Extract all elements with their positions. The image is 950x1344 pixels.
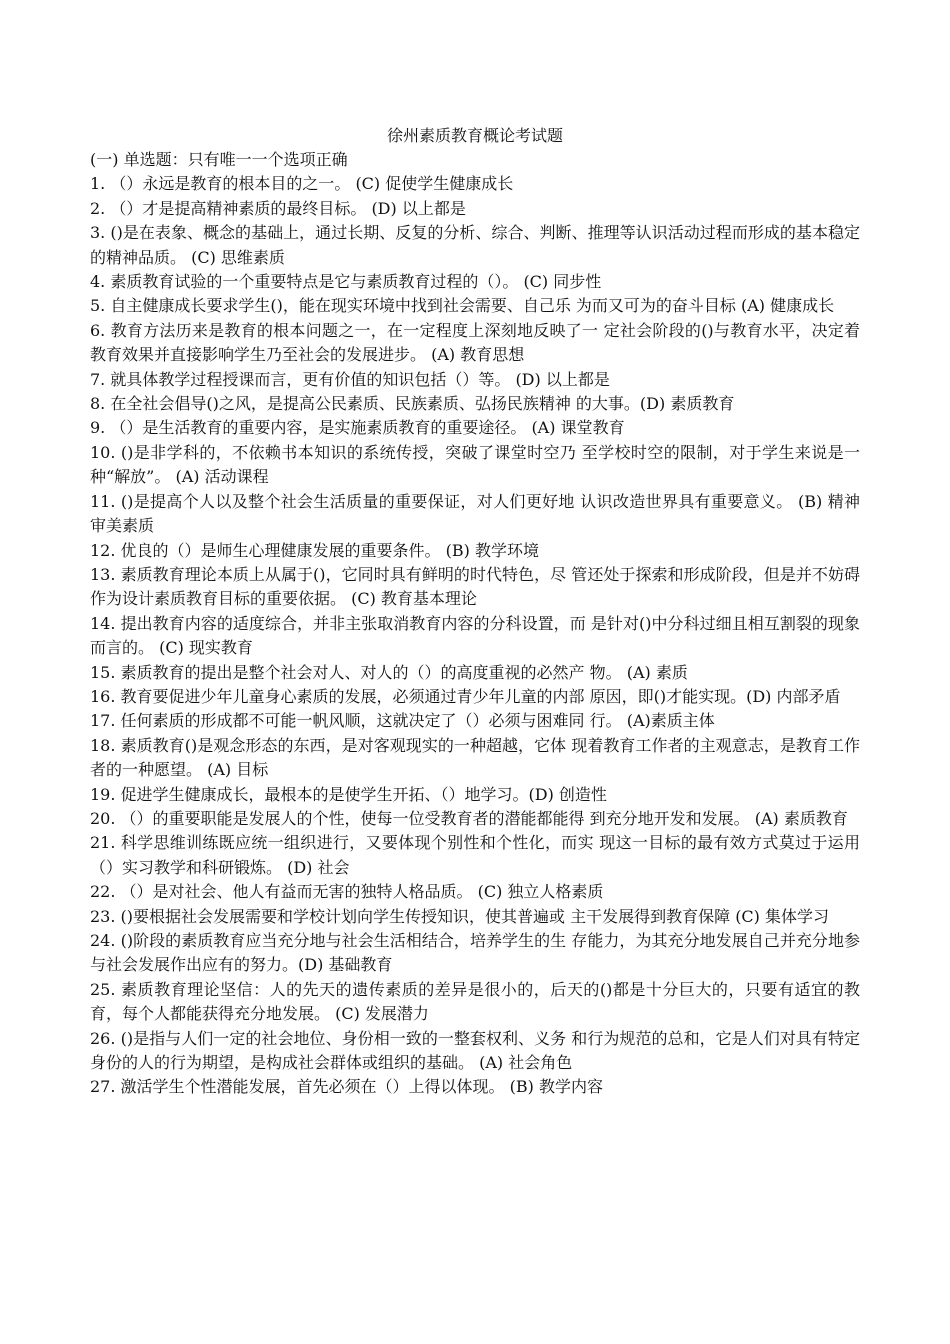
question-item: 6. 教育方法历来是教育的根本问题之一，在一定程度上深刻地反映了一 定社会阶段的()与教育水平，决定着教育效果并直接影响学生乃至社会的发展进步。 (A) 教育思想 bbox=[90, 320, 860, 365]
question-item: 12. 优良的（）是师生心理健康发展的重要条件。 (B) 教学环境 bbox=[90, 540, 539, 560]
question-item: 8. 在全社会倡导()之风，是提高公民素质、民族素质、弘扬民族精神 的大事。(D) 素质教育 bbox=[90, 394, 735, 414]
question-item: 17. 任何素质的形成都不可能一帆风顺，这就决定了（）必须与困难同 行。 (A)素质主体 bbox=[90, 711, 715, 731]
question-item: 27. 激活学生个性潜能发展，首先必须在（）上得以体现。 (B) 教学内容 bbox=[90, 1077, 603, 1097]
question-item: 24. ()阶段的素质教育应当充分地与社会生活相结合，培养学生的生 存能力，为其充分地发展自己并充分地参与社会发展作出应有的努力。(D) 基础教育 bbox=[90, 931, 860, 975]
question-item: 22. （）是对社会、他人有益而无害的独特人格品质。 (C) 独立人格素质 bbox=[90, 882, 604, 902]
question-item: 3. ()是在表象、概念的基础上，通过长期、反复的分析、综合、判断、推理等认识活动过程而形成的基本稳定的精神品质。 (C) 思维素质 bbox=[90, 223, 860, 267]
question-item: 11. ()是提高个人以及整个社会生活质量的重要保证，对人们更好地 认识改造世界具有重要意义。 (B) 精神审美素质 bbox=[90, 491, 860, 536]
section-heading: (一) 单选题：只有唯一一个选项正确 bbox=[90, 150, 348, 169]
question-item: 9. （）是生活教育的重要内容，是实施素质教育的重要途径。 (A) 课堂教育 bbox=[90, 418, 625, 438]
question-item: 7. 就具体教学过程授课而言，更有价值的知识包括（）等。 (D) 以上都是 bbox=[90, 369, 610, 389]
question-item: 1. （）永远是教育的根本目的之一。 (C) 促使学生健康成长 bbox=[90, 174, 514, 194]
question-item: 23. ()要根据社会发展需要和学校计划向学生传授知识，使其普遍或 主干发展得到教育保障 (C) 集体学习 bbox=[90, 906, 830, 926]
question-item: 16. 教育要促进少年儿童身心素质的发展，必须通过青少年儿童的内部 原因，即()才能实现。(D) 内部矛盾 bbox=[90, 686, 841, 706]
question-item: 13. 素质教育理论本质上从属于()，它同时具有鲜明的时代特色，尽 管还处于探索和形成阶段，但是并不妨碍作为设计素质教育目标的重要依据。 (C) 教育基本理论 bbox=[90, 564, 860, 609]
question-item: 4. 素质教育试验的一个重要特点是它与素质教育过程的（）。 (C) 同步性 bbox=[90, 272, 602, 292]
question-item: 18. 素质教育()是观念形态的东西，是对客观现实的一种超越，它体 现着教育工作者的主观意志，是教育工作者的一种愿望。 (A) 目标 bbox=[90, 735, 860, 780]
question-item: 2. （）才是提高精神素质的最终目标。 (D) 以上都是 bbox=[90, 198, 466, 218]
question-item: 25. 素质教育理论坚信：人的先天的遗传素质的差异是很小的，后天的()都是十分巨大的，只要有适宜的教育，每个人都能获得充分地发展。 (C) 发展潜力 bbox=[90, 979, 860, 1024]
question-item: 15. 素质教育的提出是整个社会对人、对人的（）的高度重视的必然产 物。 (A) 素质 bbox=[90, 662, 688, 682]
document-page bbox=[90, 124, 860, 1100]
question-list bbox=[90, 172, 860, 1099]
question-item: 26. ()是指与人们一定的社会地位、身份相一致的一整套权利、义务 和行为规范的总和，它是人们对具有特定身份的人的行为期望，是构成社会群体或组织的基础。 (A) 社会角色 bbox=[90, 1028, 860, 1073]
question-item: 14. 提出教育内容的适度综合，并非主张取消教育内容的分科设置，而 是针对()中分科过细且相互割裂的现象而言的。 (C) 现实教育 bbox=[90, 613, 860, 658]
question-item: 10. ()是非学科的，不依赖书本知识的系统传授，突破了课堂时空乃 至学校时空的限制，对于学生来说是一种“解放”。 (A) 活动课程 bbox=[90, 442, 860, 487]
question-item: 5. 自主健康成长要求学生()，能在现实环境中找到社会需要、自己乐 为而又可为的奋斗目标 (A) 健康成长 bbox=[90, 296, 835, 316]
question-item: 21. 科学思维训练既应统一组织进行，又要体现个别性和个性化，而实 现这一目标的最有效方式莫过于运用（）实习教学和科研锻炼。 (D) 社会 bbox=[90, 833, 860, 877]
document-title: 徐州素质教育概论考试题 bbox=[386, 126, 563, 145]
question-item: 20. （）的重要职能是发展人的个性，使每一位受教育者的潜能都能得 到充分地开发和发展。 (A) 素质教育 bbox=[90, 808, 848, 828]
question-item: 19. 促进学生健康成长，最根本的是使学生开拓、（）地学习。(D) 创造性 bbox=[90, 784, 607, 804]
